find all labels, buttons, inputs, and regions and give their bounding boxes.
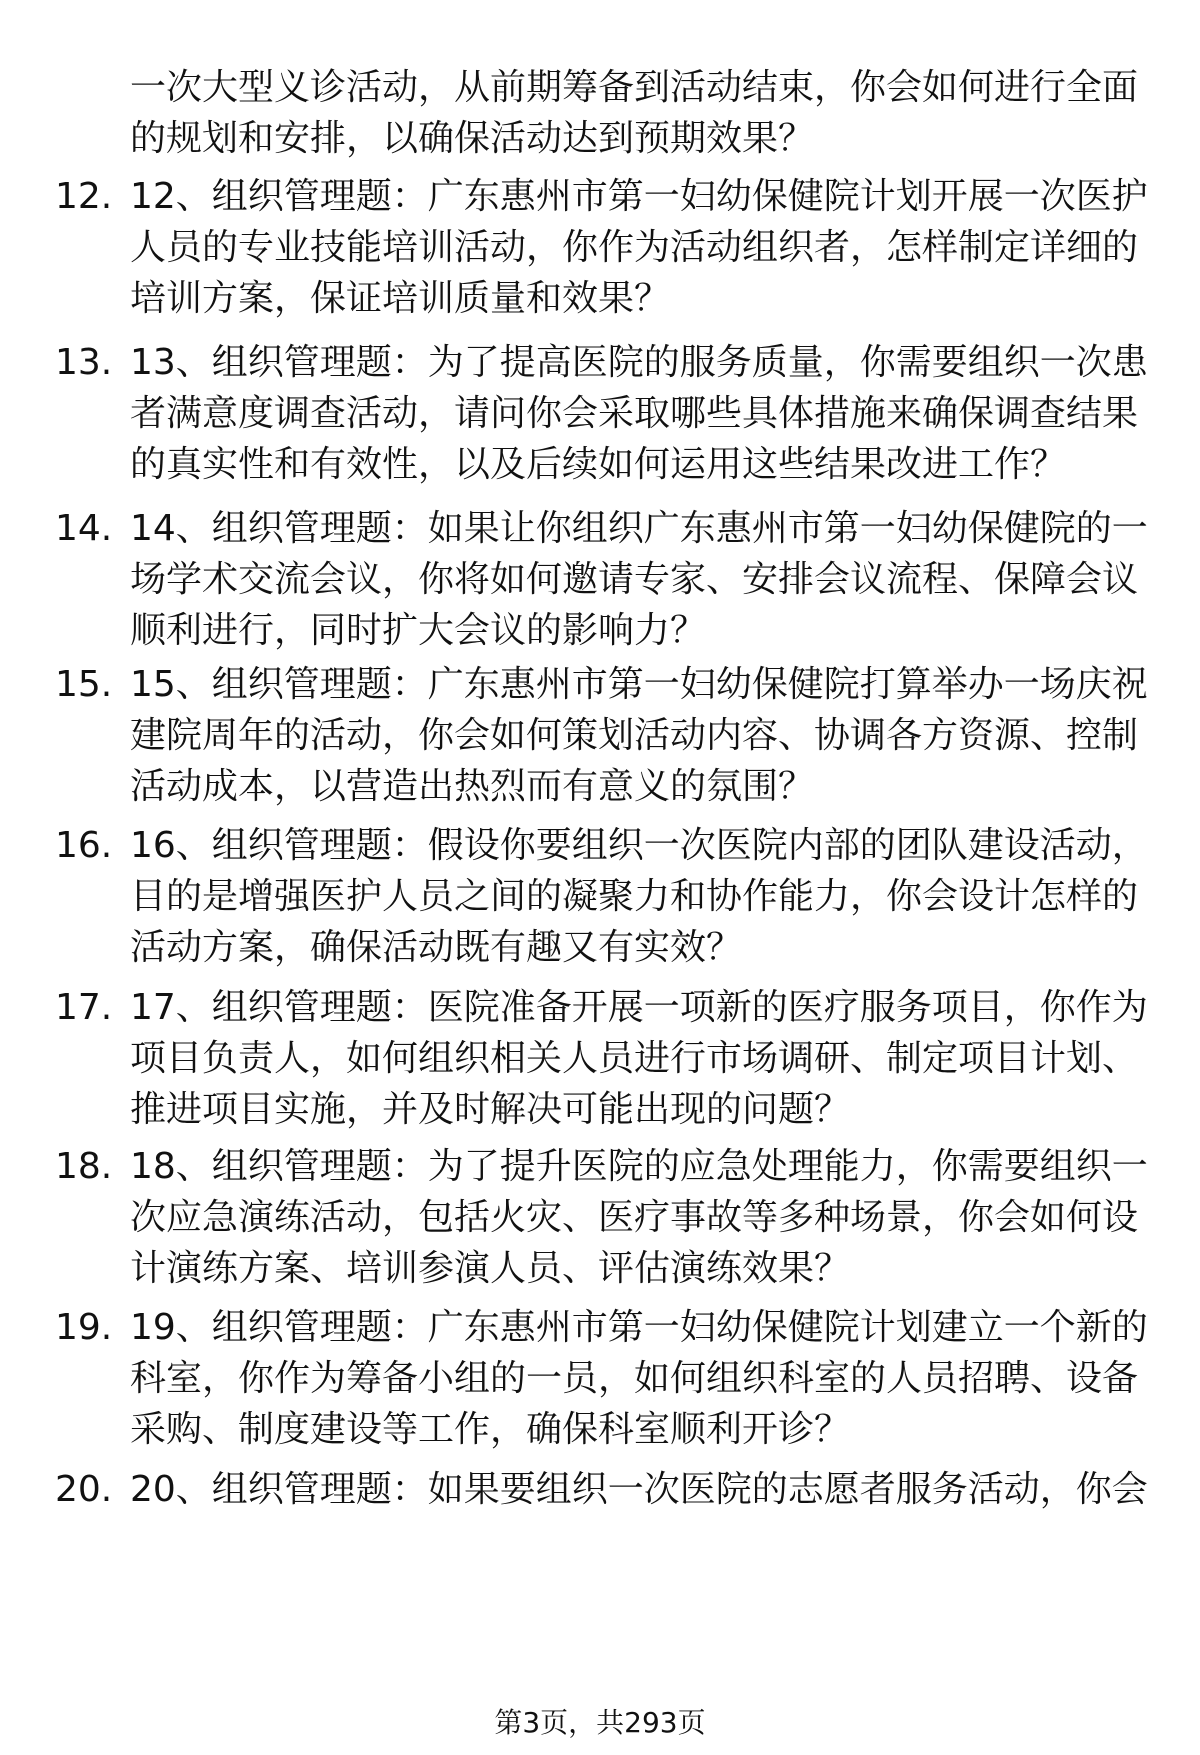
question-text: 15、组织管理题：广东惠州市第一妇幼保健院打算举办一场庆祝建院周年的活动，你会如何策划活动内容、协调各方资源、控制活动成本，以营造出热烈而有意义的氛围？ [130, 664, 1148, 807]
question-number: 20. [55, 1469, 113, 1510]
question-number: 16. [55, 825, 113, 866]
question-11-continuation: 一次大型义诊活动，从前期筹备到活动结束，你会如何进行全面的规划和安排，以确保活动达到预期效果？ [130, 67, 1139, 159]
question-number: 12. [55, 176, 113, 217]
question-text: 13、组织管理题：为了提高医院的服务质量，你需要组织一次患者满意度调查活动，请问你会采取哪些具体措施来确保调查结果的真实性和有效性，以及后续如何运用这些结果改进工作？ [130, 342, 1148, 485]
question-number: 19. [55, 1307, 113, 1348]
question-number: 18. [55, 1146, 113, 1187]
question-text: 20、组织管理题：如果要组织一次医院的志愿者服务活动，你会 [130, 1469, 1148, 1510]
question-text: 16、组织管理题：假设你要组织一次医院内部的团队建设活动，目的是增强医护人员之间的凝聚力和协作能力，你会设计怎样的活动方案，确保活动既有趣又有实效？ [130, 825, 1148, 968]
question-text: 19、组织管理题：广东惠州市第一妇幼保健院计划建立一个新的科室，你作为筹备小组的一员，如何组织科室的人员招聘、设备采购、制度建设等工作，确保科室顺利开诊？ [130, 1307, 1148, 1450]
page-number-footer: 第3页，共293页 [494, 1706, 706, 1739]
question-number: 14. [55, 508, 113, 549]
question-number: 13. [55, 342, 113, 383]
question-text: 17、组织管理题：医院准备开展一项新的医疗服务项目，你作为项目负责人，如何组织相关人员进行市场调研、制定项目计划、推进项目实施，并及时解决可能出现的问题？ [130, 987, 1148, 1130]
question-text: 12、组织管理题：广东惠州市第一妇幼保健院计划开展一次医护人员的专业技能培训活动，你作为活动组织者，怎样制定详细的培训方案，保证培训质量和效果？ [130, 176, 1148, 319]
question-number: 15. [55, 664, 113, 705]
question-text: 18、组织管理题：为了提升医院的应急处理能力，你需要组织一次应急演练活动，包括火灾、医疗事故等多种场景，你会如何设计演练方案、培训参演人员、评估演练效果？ [130, 1146, 1148, 1289]
question-number: 17. [55, 987, 113, 1028]
question-text: 14、组织管理题：如果让你组织广东惠州市第一妇幼保健院的一场学术交流会议，你将如何邀请专家、安排会议流程、保障会议顺利进行，同时扩大会议的影响力？ [130, 508, 1148, 651]
